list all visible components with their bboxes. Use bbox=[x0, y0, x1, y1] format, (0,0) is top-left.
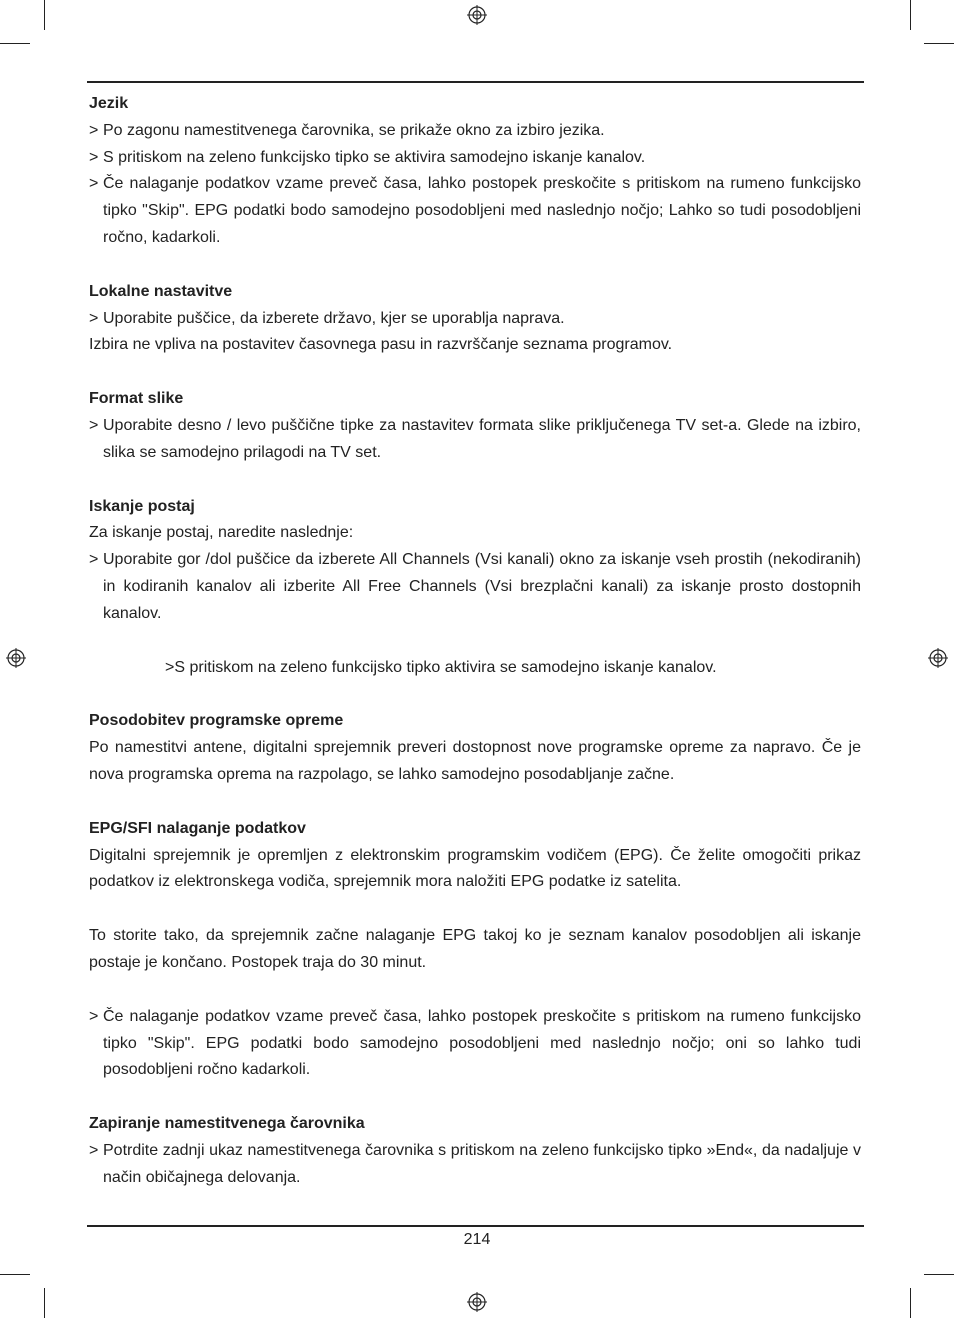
section-heading: Jezik bbox=[89, 95, 129, 112]
bullet-item: > Potrdite zadnji ukaz namestitvenega čarovnika s pritiskom na zeleno funkcijsko tipko »End«, da nadaljuje v način običajnega delovanja. bbox=[89, 1138, 861, 1192]
epg-bullet-block bbox=[89, 1004, 861, 1084]
crop-mark bbox=[910, 1288, 911, 1318]
section-heading: EPG/SFI nalaganje podatkov bbox=[89, 819, 306, 837]
indented-line: >S pritiskom na zeleno funkcijsko tipko aktivira se samodejno iskanje kanalov. bbox=[165, 658, 717, 676]
section-heading: Zapiranje namestitvenega čarovnika bbox=[89, 1115, 365, 1133]
bullet-item: > S pritiskom na zeleno funkcijsko tipko se aktivira samodejno iskanje kanalov. bbox=[89, 145, 861, 172]
registration-mark-icon bbox=[928, 648, 948, 668]
top-rule bbox=[87, 81, 864, 83]
section-iskanje-postaj bbox=[89, 494, 861, 628]
crop-mark bbox=[924, 43, 954, 44]
section-heading: Format slike bbox=[89, 390, 184, 408]
section-heading: Lokalne nastavitve bbox=[89, 282, 233, 300]
section-lokalne-nastavitve bbox=[89, 279, 861, 359]
paragraph: Za iskanje postaj, naredite naslednje: bbox=[89, 524, 354, 542]
section-format-slike bbox=[89, 386, 861, 466]
registration-mark-icon bbox=[467, 1292, 487, 1312]
bullet-item: > Uporabite puščice, da izberete državo, kjer se uporablja naprava. bbox=[89, 306, 861, 333]
epg-paragraph-block bbox=[89, 923, 861, 977]
bullet-item: > Če nalaganje podatkov vzame preveč časa, lahko postopek preskočite s pritiskom na rumeno funkcijsko tipko "Skip". EPG podatki bodo samodejno posodobljeni med naslednjo nočjo; oni so lahko tudi posodobljeni ročno kadarkoli. bbox=[89, 1004, 861, 1084]
crop-mark bbox=[0, 43, 30, 44]
bullet-item: > Če nalaganje podatkov vzame preveč časa, lahko postopek preskočite s pritiskom na rumeno funkcijsko tipko "Skip". EPG podatki bodo samodejno posodobljeni med naslednjo nočjo; Lahko so tudi posodobljeni ročno, kadarkoli. bbox=[89, 171, 861, 251]
page-content bbox=[89, 91, 861, 1192]
crop-mark bbox=[44, 1288, 45, 1318]
section-zapiranje bbox=[89, 1111, 861, 1191]
paragraph: Izbira ne vpliva na postavitev časovnega pasu in razvrščanje seznama programov. bbox=[89, 336, 673, 354]
paragraph: Po namestitvi antene, digitalni sprejemnik preveri dostopnost nove programske opreme za napravo. Če je nova programska oprema na razpolago, se lahko samodejno posodabljanje začne. bbox=[89, 739, 861, 783]
section-jezik bbox=[89, 91, 861, 252]
section-epg bbox=[89, 816, 861, 896]
registration-mark-icon bbox=[467, 5, 487, 25]
page-number: 214 bbox=[463, 1231, 491, 1248]
indented-note bbox=[89, 655, 861, 682]
bullet-item: > Uporabite desno / levo puščične tipke za nastavitev formata slike priključenega TV set-a. Glede na izbiro, slika se samodejno prilagodi na TV set. bbox=[89, 413, 861, 467]
registration-mark-icon bbox=[6, 648, 26, 668]
section-heading: Iskanje postaj bbox=[89, 497, 195, 515]
crop-mark bbox=[924, 1274, 954, 1275]
crop-mark bbox=[0, 1274, 30, 1275]
paragraph: To storite tako, da sprejemnik začne nalaganje EPG takoj ko je seznam kanalov posodobljen ali iskanje postaje je končano. Postopek traja do 30 minut. bbox=[89, 927, 861, 971]
bullet-item: > Uporabite gor /dol puščice da izberete All Channels (Vsi kanali) okno za iskanje vseh prostih (nekodiranih) in kodiranih kanalov ali izberite All Free Channels (Vsi brezplačni kanali) za iskanje prosto dostopnih kanalov. bbox=[89, 547, 861, 627]
crop-mark bbox=[910, 0, 911, 30]
section-heading: Posodobitev programske opreme bbox=[89, 712, 344, 730]
crop-mark bbox=[44, 0, 45, 30]
bottom-rule bbox=[87, 1225, 864, 1227]
paragraph: Digitalni sprejemnik je opremljen z elektronskim programskim vodičem (EPG). Če želite omogočiti prikaz podatkov iz elektronskega vodiča, sprejemnik mora naložiti EPG podatke iz satelita. bbox=[89, 846, 861, 891]
section-posodobitev bbox=[89, 708, 861, 788]
bullet-item: > Po zagonu namestitvenega čarovnika, se prikaže okno za izbiro jezika. bbox=[89, 118, 861, 145]
